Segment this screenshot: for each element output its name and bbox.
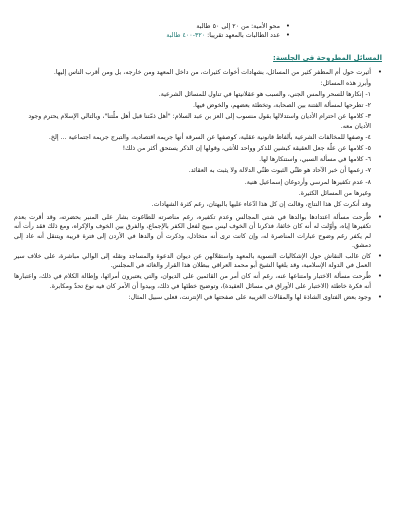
intro-sub: وأبرز هذه المسائل: [320, 79, 371, 87]
discussion-bullet: • وجود بعض الفتاوى الشاذة لها والمقالات الغريبة على صفحتها في الإنترنت، فعلى سبيل المثال: [14, 293, 382, 302]
discussion-bullet: • طُرحت مسألة اعتدادها بوالدها في شتى المجالس وعدم تكفيره، رغم مناصرته للطاغوت بشار على المنبر بحضرته، وقد أقرت بعدم تكفيرها إياه، وأوّلت له أنه كان خائفا، فذكرنا أن الخوف ليس مبيح لفعل الكفر بالإجماع، والفرق بين الخوف والإكراه، ومع ذلك فقد رأت أنه لم يكفر رغم وضوح عبارات المناصرة له، وإن كانت ترى أنه متخاذل، وذكرت أن والدها في الأردن إلى فترة قريبة ويتنقل أنه عاد إلى دمشق. [14, 213, 382, 250]
issue-item: ٢- تطرحها لمسألة الفتنة بين الصحابة، وتخطئة بعضهم، والخوض فيها. [193, 102, 371, 110]
closing-line: وقد أنكرت كل هذا النتاج، وقالت إن كل هذا ادّعاء عليها بالبهتان، رغم كثرة الشهادات. [151, 201, 371, 209]
intro-bullet: • أثيرت حول أم المظفر كثير من المسائل، بشهادات أخوات كثيرات، من داخل المعهد ومن خارجه، بل ومن أقرب الناس إليها. [14, 68, 382, 77]
stat-students-label: عدد الطالبات بالمعهد تقريبا: [205, 32, 280, 40]
stat-literacy [14, 22, 290, 31]
issue-item: ٨- عدم تكفيرها لمرسي وأردوغان إسماعيل هنية. [244, 178, 371, 186]
section-heading: المسائل المطروحة في الجلسة: [273, 54, 382, 63]
issue-item: ٣- كلامها عن احترام الأديان واستدلالها بقول منسوب إلى العز بن عبد السلام: "أهل ذمّتنا قبل أهل ملّتنا"، وبالتالي الإسلام يحترم وجود الأديان معه. [28, 113, 371, 130]
discussion-bullet: • طُرحت مسألة الاختبار وامتناعها عنه، رغم أنه كان أمر من القائمين على الديوان، والتي يعتبرون أمرائها، وإطالة الكلام في ذلك، واعتبارها أنه فكرة خاطئة (الاختبار على الأوراق في مسائل العقيدة)، وتوضيح خطئها في ذلك، وبيدوا أن الأمر كان فيه نوع تحدّ ومكابرة. [14, 272, 382, 290]
issue-item: ١- إنكارها للسحر والمس الجني، والسبب هو عقلانيتها في تناول للمسائل الشرعية. [158, 91, 371, 99]
issues-list [14, 90, 382, 187]
discussion-bullet: • كان غالب النقاش حول الإشكاليات النسوية بالمعهد واستقلالهن عن ديوان الدعوة والمساجد ونقله إلى الوالي مباشرة، على خلاف سير العمل في الدولة الإسلامية، وقد بلغها الشيخ أبو محمد العراقي ببطلان هذا القرار والغائه في المجلس. [14, 252, 382, 270]
stat-students [14, 31, 290, 40]
issue-item: ٧- زعمها أن خبر الآحاد هو ظنّي الثبوت ظنّي الدلالة ولا يثبت به العقائد. [188, 167, 371, 175]
closing-line: وغيرها من المسائل الكثيرة. [298, 189, 371, 197]
top-stats [14, 22, 382, 40]
issue-item: ٤- وصفها للمخالفات الشرعية بألفاظ قانونية عقلية، كوصفها عن السرقة أنها جريمة اقتصادية، والتبرج جريمة اجتماعية ... إلخ. [48, 133, 371, 141]
issue-item: ٦- كلامها في مسألة السبي، واستنكارها لها. [259, 156, 371, 164]
stat-literacy-text: محو الأمية: من ٢٠ إلى ٥٠ طالبة [196, 23, 280, 30]
stat-students-value: ٣٢٠-٤٠٠ طالبة [166, 32, 206, 40]
issue-item: ٥- كلامها عن علّة جعل العقيقة كبشين للذكر وواحد للأنثى، وقولها إن الذكر يستحق أكثر من ذلك! [122, 145, 371, 153]
